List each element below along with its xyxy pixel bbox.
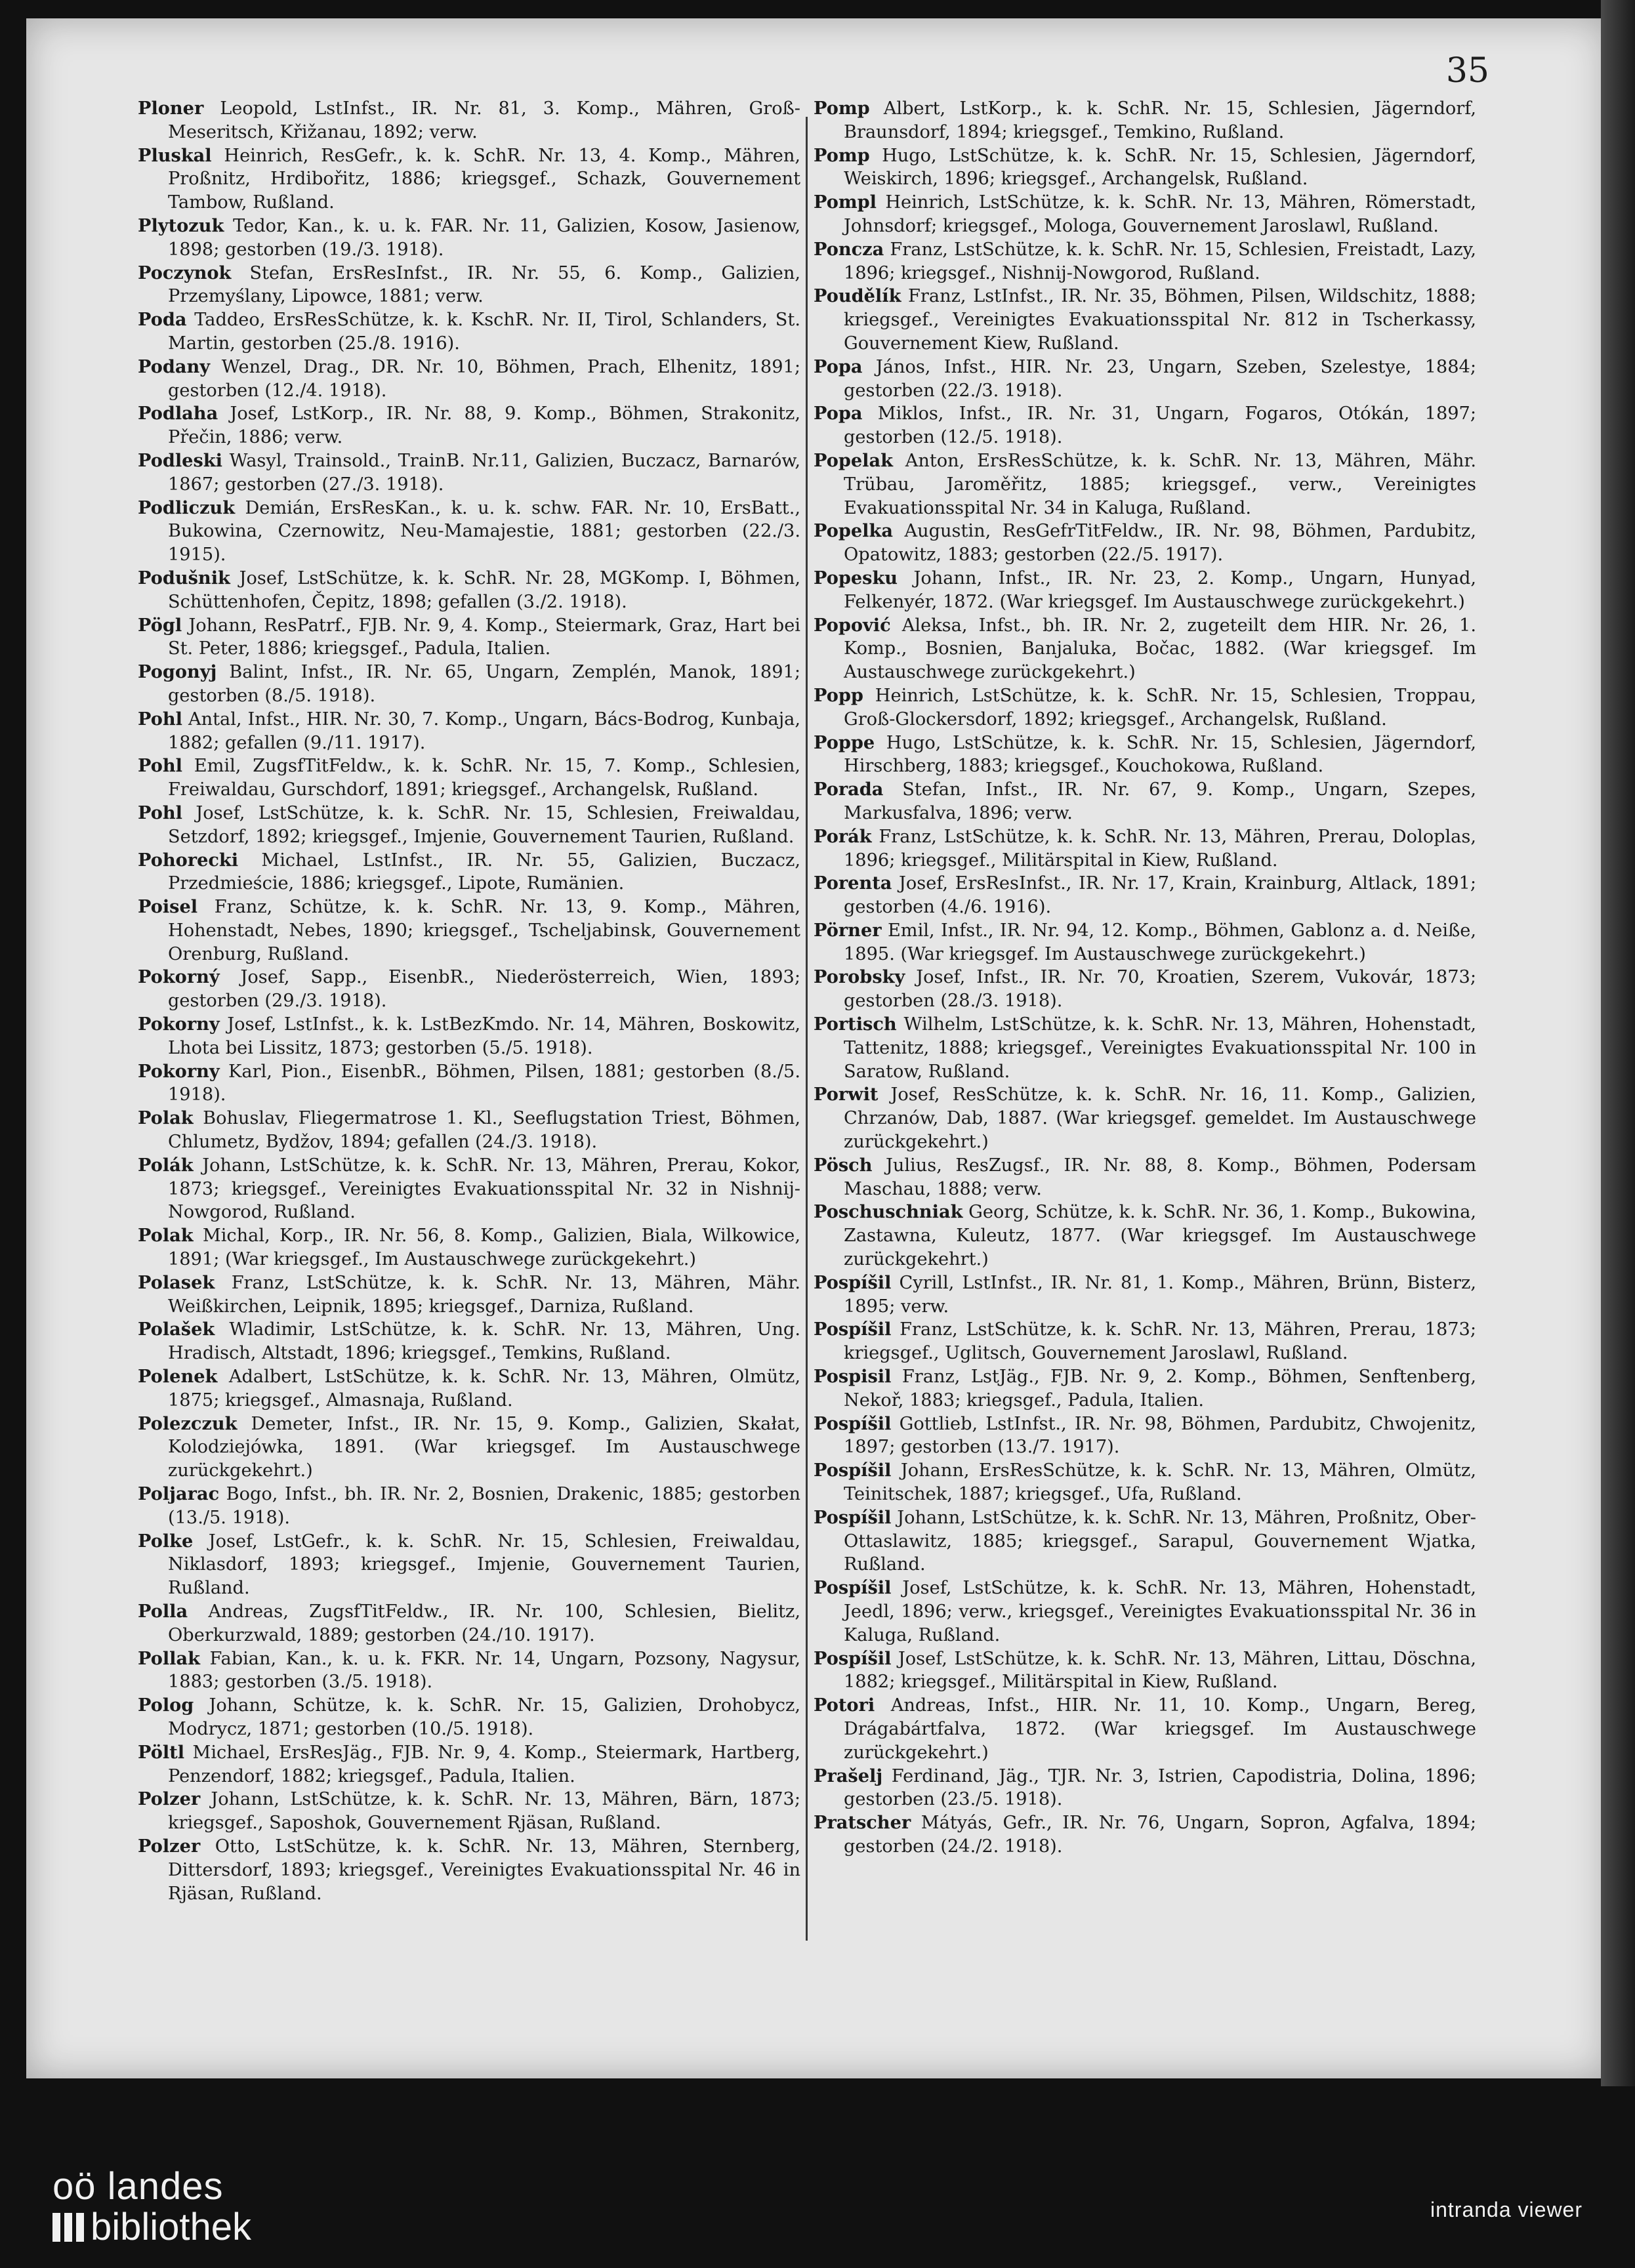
entry-surname: Plytozuk [138,215,224,236]
entry-surname: Polašek [138,1319,215,1340]
entry-details: Josef, LstSchütze, k. k. SchR. Nr. 15, Schlesien, Freiwaldau, Setzdorf, 1892; kriegsgef., Imjenie, Gouvernement Taurien, Rußland. [168,802,800,847]
entry-details: Michael, ErsResJäg., FJB. Nr. 9, 4. Komp., Steiermark, Hartberg, Penzendorf, 1882; kriegsgef., Padula, Italien. [168,1742,800,1786]
entry-details: Josef, LstInfst., k. k. LstBezKmdo. Nr. 14, Mähren, Boskowitz, Lhota bei Lissitz, 1873; gestorben (5./5. 1918). [168,1014,800,1058]
list-item [138,1412,800,1483]
entry-details: Johann, Infst., IR. Nr. 23, 2. Komp., Ungarn, Hunyad, Felkenyér, 1872. (War kriegsgef. Im Austauschwege zurückgekehrt.) [844,567,1476,612]
entry-surname: Ploner [138,98,204,119]
entry-details: Augustin, ResGefrTitFeldw., IR. Nr. 98, Böhmen, Pardubitz, Opatowitz, 1883; gestorben (22./5. 1917). [844,521,1476,566]
entry-surname: Podliczuk [138,497,236,518]
entry-details: János, Infst., HIR. Nr. 23, Ungarn, Szeben, Szelestye, 1884; gestorben (22./3. 1918). [844,356,1476,401]
entry-surname: Pluskal [138,144,212,166]
entry-surname: Polezczuk [138,1412,238,1434]
list-item [138,1741,800,1788]
list-item [814,238,1476,285]
entry-surname: Pratscher [814,1812,911,1834]
entry-surname: Polák [138,1154,194,1176]
entry-surname: Potori [814,1695,875,1716]
entry-surname: Podlaha [138,403,218,424]
entry-surname: Poczynok [138,262,232,283]
entry-surname: Polzer [138,1835,201,1857]
entry-details: Miklos, Infst., IR. Nr. 31, Ungarn, Fogaros, Otókán, 1897; gestorben (12./5. 1918). [844,403,1476,448]
list-item [814,1201,1476,1271]
entry-surname: Porenta [814,873,892,894]
entry-details: Franz, LstSchütze, k. k. SchR. Nr. 15, Schlesien, Freistadt, Lazy, 1896; kriegsgef., Nishnij-Nowgorod, Rußland. [844,239,1476,283]
entry-details: Johann, LstSchütze, k. k. SchR. Nr. 13, Mähren, Proßnitz, Ober-Ottaslawitz, 1885; kriegsgef., Sarapul, Gouvernement Wjatka, Rußland. [844,1507,1476,1575]
list-item [138,849,800,896]
entry-details: Adalbert, LstSchütze, k. k. SchR. Nr. 13, Mähren, Olmütz, 1875; kriegsgef., Almasnaja, Rußland. [168,1367,800,1411]
list-item [814,1412,1476,1460]
list-item [138,356,800,403]
entry-details: Josef, Infst., IR. Nr. 70, Kroatien, Szerem, Vukovár, 1873; gestorben (28./3. 1918). [844,967,1476,1012]
entry-surname: Pohl [138,755,182,777]
list-item [138,1271,800,1319]
list-item [138,402,800,449]
library-logo[interactable] [52,2166,251,2248]
entry-surname: Portisch [814,1014,897,1035]
page-number: 35 [1445,51,1489,91]
entry-details: Otto, LstSchütze, k. k. SchR. Nr. 13, Mähren, Sternberg, Dittersdorf, 1893; kriegsgef., Vereinigtes Evakuationsspital Nr. 46 in Rjäsan, Rußland. [168,1836,800,1904]
entry-surname: Pöltl [138,1741,185,1763]
entry-surname: Prašelj [814,1765,883,1786]
list-item [814,1577,1476,1647]
entry-details: Michael, LstInfst., IR. Nr. 55, Galizien, Buczacz, Przedmieście, 1886; kriegsgef., Lipote, Rumänien. [168,850,800,894]
entry-surname: Pohl [138,708,182,730]
entry-surname: Popp [814,684,863,706]
viewer-label: intranda viewer [1430,2198,1583,2221]
entry-surname: Popa [814,356,863,377]
list-item [138,308,800,356]
list-item [138,1835,800,1905]
list-item [138,661,800,708]
entry-surname: Polog [138,1695,194,1716]
list-item [814,520,1476,567]
list-item [138,896,800,966]
entry-details: Josef, Sapp., EisenbR., Niederösterreich, Wien, 1893; gestorben (29./3. 1918). [168,967,800,1012]
entry-surname: Podleski [138,449,222,471]
list-item [814,356,1476,403]
viewer-footer [0,2126,1635,2268]
entry-surname: Pörner [814,919,882,941]
entry-details: Cyrill, LstInfst., IR. Nr. 81, 1. Komp., Mähren, Brünn, Bisterz, 1895; verw. [844,1272,1476,1317]
entry-surname: Pögl [138,614,182,636]
list-item [138,215,800,262]
entry-surname: Polenek [138,1366,218,1388]
entry-details: Josef, ResSchütze, k. k. SchR. Nr. 16, 11. Komp., Galizien, Chrzanów, Dab, 1887. (War kriegsgef. gemeldet. Im Austauschwege zurückgekehrt.) [844,1084,1476,1153]
entry-surname: Pospisil [814,1366,892,1388]
entry-surname: Podany [138,356,211,377]
entry-details: Bohuslav, Fliegermatrose 1. Kl., Seeflugstation Triest, Böhmen, Chlumetz, Bydžov, 1894; gefallen (24./3. 1918). [168,1108,800,1153]
list-item [138,449,800,497]
entry-details: Andreas, Infst., HIR. Nr. 11, 10. Komp., Ungarn, Bereg, Drágabártfalva, 1872. (War kriegsgef. Im Austauschwege zurückgekehrt.) [844,1695,1476,1763]
list-item [814,825,1476,873]
entry-surname: Podušnik [138,567,230,588]
entry-surname: Popa [814,403,863,424]
entry-details: Georg, Schütze, k. k. SchR. Nr. 36, 1. Komp., Bukowina, Zastawna, Kuleutz, 1877. (War kriegsgef. Im Austauschwege zurückgekehrt.) [844,1202,1476,1270]
entry-surname: Polke [138,1530,194,1552]
entry-surname: Pomp [814,144,870,166]
entry-surname: Poncza [814,238,884,260]
entry-surname: Polak [138,1107,194,1129]
book-spine-shadow [1601,0,1635,2086]
entry-details: Fabian, Kan., k. u. k. FKR. Nr. 14, Ungarn, Pozsony, Nagysur, 1883; gestorben (3./5. 1918). [168,1648,800,1693]
entry-details: Antal, Infst., HIR. Nr. 30, 7. Komp., Ungarn, Bács-Bodrog, Kunbaja, 1882; gefallen (9./11. 1917). [168,709,800,753]
entry-details: Mátyás, Gefr., IR. Nr. 76, Ungarn, Sopron, Agfalva, 1894; gestorben (24./2. 1918). [844,1813,1476,1857]
list-item [814,567,1476,614]
list-item [138,97,800,144]
entry-surname: Pollak [138,1647,200,1669]
entry-details: Josef, ErsResInfst., IR. Nr. 17, Krain, Krainburg, Altlack, 1891; gestorben (4./6. 1916). [844,873,1476,918]
entry-details: Taddeo, ErsResSchütze, k. k. KschR. Nr. II, Tirol, Schlanders, St. Martin, gestorben (25./8. 1916). [168,310,800,354]
entry-details: Anton, ErsResSchütze, k. k. SchR. Nr. 13, Mähren, Mähr. Trübau, Jaroměřitz, 1885; kriegsgef., verw., Vereinigtes Evakuationsspital Nr. 34 in Kaluga, Rußland. [844,450,1476,518]
entry-details: Heinrich, LstSchütze, k. k. SchR. Nr. 13, Mähren, Römerstadt, Johnsdorf; kriegsgef., Mologa, Gouvernement Jaroslawl, Rußland. [844,192,1476,236]
logo-bars-icon [52,2213,84,2242]
entry-details: Emil, Infst., IR. Nr. 94, 12. Komp., Böhmen, Gablonz a. d. Neiße, 1895. (War kriegsgef. Im Austauschwege zurückgekehrt.) [844,920,1476,964]
entry-surname: Pohl [138,802,182,823]
list-item [814,1013,1476,1083]
entry-surname: Pokorný [138,966,220,988]
list-item [814,1647,1476,1695]
list-item [138,262,800,309]
entry-surname: Pospíšil [814,1647,892,1669]
entry-surname: Porada [814,779,884,800]
list-item [138,1788,800,1835]
entry-surname: Popelka [814,520,893,542]
list-item [814,614,1476,684]
list-item [138,1600,800,1647]
list-item [138,1530,800,1600]
entry-surname: Porwit [814,1084,879,1105]
entry-surname: Pospíšil [814,1577,892,1599]
entry-surname: Porobsky [814,966,905,988]
entry-surname: Polla [138,1601,188,1622]
entry-details: Demián, ErsResKan., k. u. k. schw. FAR. Nr. 10, ErsBatt., Bukowina, Czernowitz, Neu-Mamajestie, 1881; gestorben (22./3. 1915). [168,497,800,566]
scanned-page [26,18,1607,2078]
list-item [814,966,1476,1013]
entry-surname: Poda [138,309,187,331]
entry-details: Heinrich, LstSchütze, k. k. SchR. Nr. 15, Schlesien, Troppau, Groß-Glockersdorf, 1892; kriegsgef., Archangelsk, Rußland. [844,685,1476,730]
entry-details: Wenzel, Drag., DR. Nr. 10, Böhmen, Prach, Elhenitz, 1891; gestorben (12./4. 1918). [168,356,800,401]
list-item [138,1365,800,1412]
list-item [138,754,800,802]
right-column [814,97,1476,1859]
list-item [138,1694,800,1741]
entry-surname: Pösch [814,1154,873,1176]
entry-details: Josef, LstSchütze, k. k. SchR. Nr. 28, MGKomp. I, Böhmen, Schüttenhofen, Čepitz, 1898; gefallen (3./2. 1918). [168,567,800,612]
entry-surname: Popesku [814,567,898,588]
logo-line-2: bibliothek [91,2206,252,2248]
entry-details: Johann, LstSchütze, k. k. SchR. Nr. 13, Mähren, Bärn, 1873; kriegsgef., Saposhok, Gouvernement Rjäsan, Rußland. [168,1789,800,1834]
entry-details: Wladimir, LstSchütze, k. k. SchR. Nr. 13, Mähren, Ung. Hradisch, Altstadt, 1896; kriegsgef., Temkins, Rußland. [168,1319,800,1364]
list-item [814,1318,1476,1365]
entry-details: Leopold, LstInfst., IR. Nr. 81, 3. Komp., Mähren, Groß-Meseritsch, Křižanau, 1892; verw. [168,98,800,142]
list-item [814,449,1476,520]
list-item [814,919,1476,966]
entry-details: Hugo, LstSchütze, k. k. SchR. Nr. 15, Schlesien, Jägerndorf, Hirschberg, 1883; kriegsgef., Kouchokowa, Rußland. [844,732,1476,777]
list-item [138,966,800,1013]
entry-details: Gottlieb, LstInfst., IR. Nr. 98, Böhmen, Pardubitz, Chwojenitz, 1897; gestorben (13./7. 1917). [844,1413,1476,1458]
entry-details: Johann, LstSchütze, k. k. SchR. Nr. 13, Mähren, Prerau, Kokor, 1873; kriegsgef., Vereinigtes Evakuationsspital Nr. 32 in Nishnij-Nowgorod, Rußland. [168,1155,800,1223]
list-item [814,1365,1476,1412]
list-item [814,1154,1476,1201]
entry-surname: Popović [814,614,891,636]
entry-details: Demeter, Infst., IR. Nr. 15, 9. Komp., Galizien, Skałat, Kolodziejówka, 1891. (War kriegsgef. Im Austauschwege zurückgekehrt.) [168,1413,800,1481]
entry-details: Ferdinand, Jäg., TJR. Nr. 3, Istrien, Capodistria, Dolina, 1896; gestorben (23./5. 1918). [844,1765,1476,1810]
entry-details: Karl, Pion., EisenbR., Böhmen, Pilsen, 1881; gestorben (8./5. 1918). [168,1061,800,1105]
list-item [814,402,1476,449]
entry-surname: Poppe [814,732,875,753]
entry-surname: Polzer [138,1788,201,1810]
entry-details: Hugo, LstSchütze, k. k. SchR. Nr. 15, Schlesien, Jägerndorf, Weiskirch, 1896; kriegsgef., Archangelsk, Rußland. [844,145,1476,190]
list-item [814,1811,1476,1859]
list-item [814,1271,1476,1319]
entry-surname: Poschuschniak [814,1201,963,1223]
list-item [814,285,1476,355]
entry-details: Bogo, Infst., bh. IR. Nr. 2, Bosnien, Drakenic, 1885; gestorben (13./5. 1918). [168,1484,800,1528]
entry-surname: Pomp [814,98,870,119]
entry-details: Wilhelm, LstSchütze, k. k. SchR. Nr. 13, Mähren, Hohenstadt, Tattenitz, 1888; kriegsgef., Vereinigtes Evakuationsspital Nr. 100 in Saratow, Rußland. [844,1014,1476,1082]
entry-details: Franz, LstSchütze, k. k. SchR. Nr. 13, Mähren, Prerau, 1873; kriegsgef., Uglitsch, Gouvernement Jaroslawl, Rußland. [844,1319,1476,1364]
left-column [138,97,800,1905]
entry-surname: Polasek [138,1271,215,1293]
entry-details: Josef, LstGefr., k. k. SchR. Nr. 15, Schlesien, Freiwaldau, Niklasdorf, 1893; kriegsgef., Imjenie, Gouvernement Taurien, Rußland. [168,1531,800,1599]
list-item [138,1647,800,1695]
entry-details: Michal, Korp., IR. Nr. 56, 8. Komp., Galizien, Biala, Wilkowice, 1891; (War kriegsgef., Im Austauschwege zurückgekehrt.) [168,1226,800,1270]
list-item [814,684,1476,732]
list-item [814,144,1476,192]
list-item [138,1318,800,1365]
entry-surname: Polak [138,1225,194,1247]
entry-details: Franz, LstInfst., IR. Nr. 35, Böhmen, Pilsen, Wildschitz, 1888; kriegsgef., Vereinigtes Evakuationsspital Nr. 812 in Tscherkassy, Gouvernement Kiew, Rußland. [844,286,1476,354]
entry-details: Emil, ZugsfTitFeldw., k. k. SchR. Nr. 15, 7. Komp., Schlesien, Freiwaldau, Gurschdorf, 1891; kriegsgef., Archangelsk, Rußland. [168,756,800,800]
list-item [138,567,800,614]
list-item [814,1083,1476,1153]
list-item [138,144,800,215]
logo-line-1: oö landes [52,2165,224,2208]
entry-details: Stefan, ErsResInfst., IR. Nr. 55, 6. Komp., Galizien, Przemyślany, Lipowce, 1881; verw. [168,262,800,307]
entry-surname: Pospíšil [814,1506,892,1528]
list-item [138,497,800,567]
entry-details: Johann, ErsResSchütze, k. k. SchR. Nr. 13, Mähren, Olmütz, Teinitschek, 1887; kriegsgef., Ufa, Rußland. [844,1460,1476,1505]
entry-details: Stefan, Infst., IR. Nr. 67, 9. Komp., Ungarn, Szepes, Markusfalva, 1896; verw. [844,779,1476,823]
entry-surname: Pokorny [138,1014,220,1035]
entry-details: Franz, LstJäg., FJB. Nr. 9, 2. Komp., Böhmen, Senftenberg, Nekoř, 1883; kriegsgef., Padula, Italien. [844,1367,1476,1411]
entry-details: Johann, ResPatrf., FJB. Nr. 9, 4. Komp., Steiermark, Graz, Hart bei St. Peter, 1886; kriegsgef., Padula, Italien. [168,615,800,659]
list-item [814,1765,1476,1812]
column-divider [806,117,808,1941]
entry-details: Aleksa, Infst., bh. IR. Nr. 2, zugeteilt dem HIR. Nr. 26, 1. Komp., Bosnien, Banjaluka, Bočac, 1882. (War kriegsgef. Im Austauschwege zurückgekehrt.) [844,615,1476,683]
list-item [814,191,1476,238]
entry-surname: Pospíšil [814,1271,892,1293]
entry-surname: Pompl [814,192,877,213]
list-item [814,778,1476,825]
entry-surname: Pohorecki [138,849,239,871]
entry-surname: Poljarac [138,1483,220,1505]
entry-surname: Poudělík [814,285,901,307]
entry-details: Josef, LstSchütze, k. k. SchR. Nr. 13, Mähren, Hohenstadt, Jeedl, 1896; verw., kriegsgef., Vereinigtes Evakuationsspital Nr. 36 in Kaluga, Rußland. [844,1578,1476,1645]
entry-details: Franz, LstSchütze, k. k. SchR. Nr. 13, Mähren, Mähr. Weißkirchen, Leipnik, 1895; kriegsgef., Darniza, Rußland. [168,1272,800,1317]
entry-surname: Porák [814,825,872,847]
entry-details: Josef, LstSchütze, k. k. SchR. Nr. 13, Mähren, Littau, Döschna, 1882; kriegsgef., Militärspital in Kiew, Rußland. [844,1648,1476,1693]
entry-details: Franz, LstSchütze, k. k. SchR. Nr. 13, Mähren, Prerau, Doloplas, 1896; kriegsgef., Militärspital in Kiew, Rußland. [844,826,1476,871]
entry-details: Tedor, Kan., k. u. k. FAR. Nr. 11, Galizien, Kosow, Jasienow, 1898; gestorben (19./3. 1918). [168,215,800,260]
entry-surname: Popelak [814,449,893,471]
list-item [138,1107,800,1154]
list-item [814,732,1476,779]
list-item [138,1013,800,1060]
entry-details: Julius, ResZugsf., IR. Nr. 88, 8. Komp., Böhmen, Podersam Maschau, 1888; verw. [844,1155,1476,1199]
entry-details: Heinrich, ResGefr., k. k. SchR. Nr. 13, 4. Komp., Mähren, Proßnitz, Hrdibořitz, 1886; kriegsgef., Schazk, Gouvernement Tambow, Rußland. [168,145,800,213]
entry-details: Balint, Infst., IR. Nr. 65, Ungarn, Zemplén, Manok, 1891; gestorben (8./5. 1918). [168,662,800,706]
list-item [138,1483,800,1530]
entry-details: Johann, Schütze, k. k. SchR. Nr. 15, Galizien, Drohobycz, Modrycz, 1871; gestorben (10./5. 1918). [168,1695,800,1739]
list-item [138,802,800,849]
entry-surname: Pokorny [138,1060,220,1082]
list-item [138,1224,800,1271]
entry-surname: Pospíšil [814,1412,892,1434]
entry-surname: Pospíšil [814,1319,892,1340]
entry-surname: Pospíšil [814,1460,892,1481]
entry-surname: Poisel [138,896,198,918]
list-item [138,708,800,755]
list-item [814,1506,1476,1577]
list-item [814,97,1476,144]
entry-details: Wasyl, Trainsold., TrainB. Nr.11, Galizien, Buczacz, Barnarów, 1867; gestorben (27./3. 1918). [168,450,800,495]
list-item [814,872,1476,919]
list-item [138,614,800,661]
entry-details: Franz, Schütze, k. k. SchR. Nr. 13, 9. Komp., Mähren, Hohenstadt, Nebes, 1890; kriegsgef., Tscheljabinsk, Gouvernement Orenburg, Rußland. [168,897,800,964]
entry-surname: Pogonyj [138,661,217,683]
list-item [814,1694,1476,1764]
list-item [814,1459,1476,1506]
entry-details: Andreas, ZugsfTitFeldw., IR. Nr. 100, Schlesien, Bielitz, Oberkurzwald, 1889; gestorben (24./10. 1917). [168,1601,800,1645]
list-item [138,1060,800,1107]
entry-details: Albert, LstKorp., k. k. SchR. Nr. 15, Schlesien, Jägerndorf, Braunsdorf, 1894; kriegsgef., Temkino, Rußland. [844,98,1476,142]
list-item [138,1154,800,1224]
entry-details: Josef, LstKorp., IR. Nr. 88, 9. Komp., Böhmen, Strakonitz, Přečin, 1886; verw. [168,403,800,448]
